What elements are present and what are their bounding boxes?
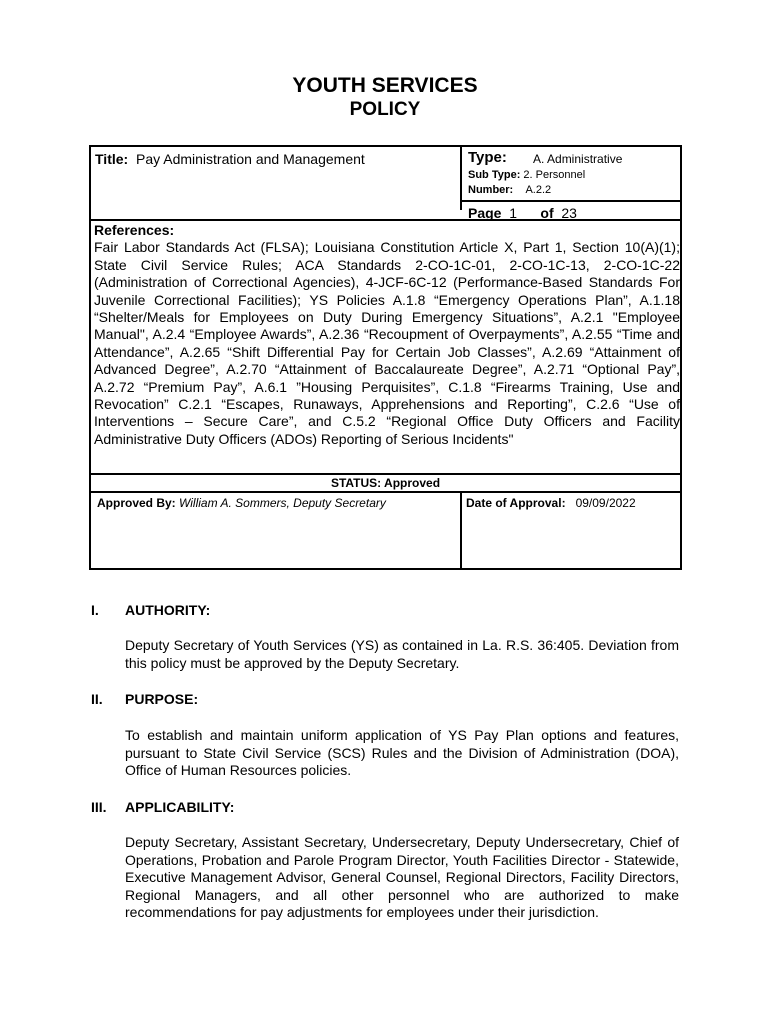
type-label: Type: — [468, 149, 507, 166]
doc-subtitle: POLICY — [349, 99, 421, 120]
divider-status-top — [91, 473, 680, 475]
policy-header-table — [89, 145, 682, 570]
approved-by-label: Approved By: — [97, 496, 176, 510]
approved-by-value: William A. Sommers, Deputy Secretary — [179, 496, 386, 510]
page-value: 1 — [509, 205, 518, 221]
subtype-label: Sub Type: — [468, 169, 521, 181]
section-heading-applicability: APPLICABILITY: — [125, 799, 235, 815]
section-text-authority: Deputy Secretary of Youth Services (YS) as contained in La. R.S. 36:405. Deviation from this policy must be approved by the Deputy Secretary. — [125, 637, 679, 671]
approved-by — [97, 496, 386, 510]
subtype — [468, 169, 585, 181]
title-label: Title: — [95, 151, 129, 167]
doc-title: YOUTH SERVICES — [292, 74, 478, 97]
divider-approval-top — [91, 491, 680, 493]
section-number: I. — [91, 602, 99, 618]
references-label: References: — [94, 222, 175, 238]
page-count — [468, 205, 577, 221]
references — [94, 222, 680, 448]
subtype-value: 2. Personnel — [523, 169, 586, 181]
references-text: Fair Labor Standards Act (FLSA); Louisiana Constitution Article X, Part 1, Section 10(A)(1); State Civil Service Rules; ACA Standards 2-CO-1C-01, 2-CO-1C-13, 2-CO-1C-22 (Administration of Correctional Agencies), 4-JCF-6C-12 (Performance-Based Standards For Juvenile Correctional Facilities); YS Policies A.1.8 “Emergency Operations Plan”, A.1.18 “Shelter/Meals for Employees on Duty During Emergency Situations”, A.2.1 "Employee Manual", A.2.4 “Employee Awards”, A.2.36 “Recoupment of Overpayments”, A.2.55 “Time and Attendance”, A.2.65 “Shift Differential Pay for Certain Job Classes”, A.2.69 “Attainment of Advanced Degree”, A.2.70 “Attainment of Baccalaureate Degree”, A.2.71 “Optional Pay”, A.2.72 “Premium Pay”, A.6.1 ”Housing Perquisites”, C.1.8 “Firearms Training, Use and Revocation” C.2.1 “Escapes, Runaways, Apprehensions and Reporting”, C.2.6 “Use of Interventions – Secure Care”, and C.5.2 “Regional Office Duty Officers and Facility Administrative Duty Officers (ADOs) Reporting of Serious Incidents" — [94, 239, 680, 447]
status-badge: STATUS: Approved — [330, 476, 441, 490]
number-value: A.2.2 — [525, 184, 552, 196]
date-value: 09/09/2022 — [575, 496, 636, 510]
section-text-purpose: To establish and maintain uniform application of YS Pay Plan options and features, pursuant to State Civil Service (SCS) Rules and the Division of Administration (DOA), Office of Human Resources policies. — [125, 727, 679, 778]
divider-page-top — [460, 200, 680, 202]
section-text-applicability: Deputy Secretary, Assistant Secretary, Undersecretary, Deputy Undersecretary, Chief of Operations, Probation and Parole Program Director, Youth Facilities Director - Statewide, Executive Management Advisor, General Counsel, Regional Directors, Facility Directors, Regional Managers, and all other personnel who are authorized to make recommendations for pay adjustments for employees under their jurisdiction. — [125, 834, 679, 920]
divider-references-top — [91, 219, 680, 221]
section-heading-authority: AUTHORITY: — [125, 602, 211, 618]
policy-title — [95, 151, 365, 167]
divider-vertical-bottom — [460, 491, 462, 568]
date-of-approval — [466, 496, 636, 510]
title-value: Pay Administration and Management — [135, 151, 365, 167]
policy-number — [468, 184, 551, 196]
section-number: II. — [91, 691, 103, 707]
page-label: Page — [468, 205, 502, 221]
number-label: Number: — [468, 184, 514, 196]
of-label: of — [540, 205, 554, 221]
of-value: 23 — [561, 205, 577, 221]
type-value: A. Administrative — [533, 152, 623, 166]
section-number: III. — [91, 799, 107, 815]
date-label: Date of Approval: — [466, 496, 566, 510]
section-heading-purpose: PURPOSE: — [125, 691, 199, 707]
